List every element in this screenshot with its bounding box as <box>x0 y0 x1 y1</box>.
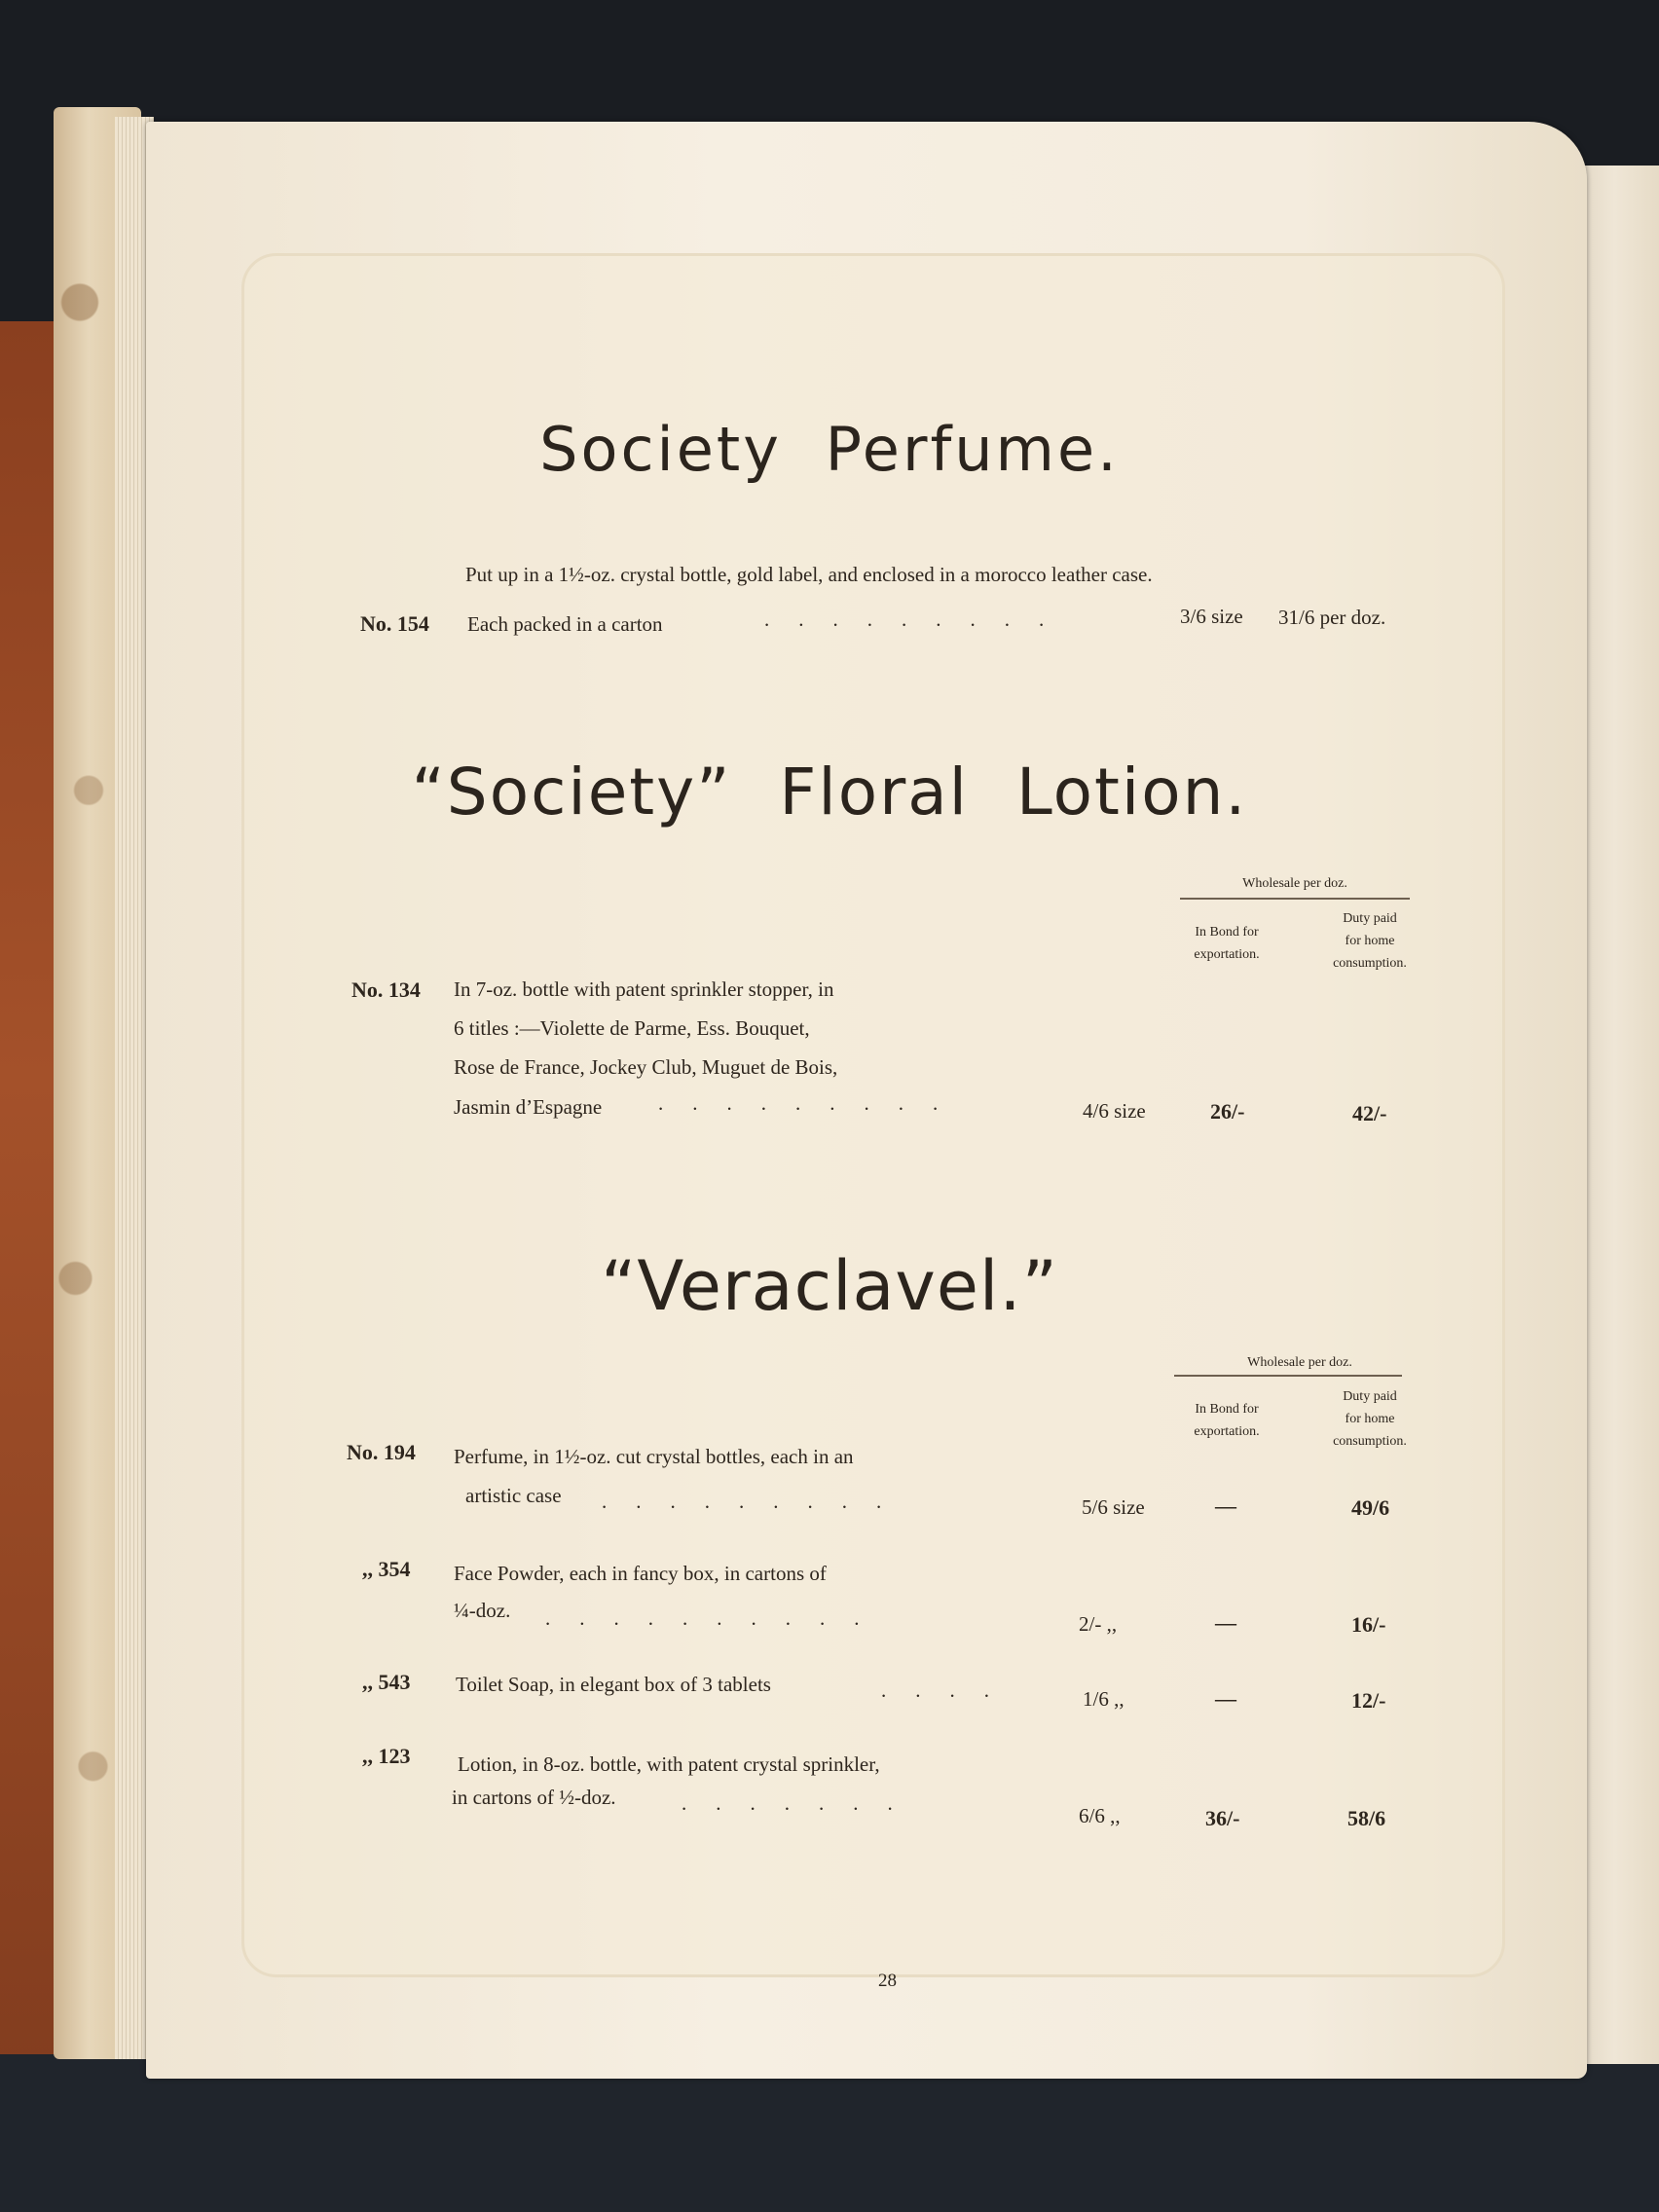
in-bond-header <box>1168 921 1285 966</box>
leader-dots: ....... <box>682 1791 922 1815</box>
item-123-number: ,, 123 <box>362 1744 411 1768</box>
item-123-duty-price: 58/6 <box>1347 1806 1386 1830</box>
item-123-size: 6/6 ,, <box>1079 1804 1121 1827</box>
item-134-number: No. 134 <box>351 977 421 1002</box>
duty-paid-header <box>1316 907 1423 975</box>
item-134-line1: In 7-oz. bottle with patent sprinkler stopper, in <box>454 977 834 1001</box>
item-154-size: 3/6 size <box>1180 605 1243 628</box>
veraclavel-title: “Veraclavel.” <box>601 1246 1058 1326</box>
item-543-number: ,, 543 <box>362 1670 411 1694</box>
in-bond-header <box>1168 1398 1285 1443</box>
item-543-bond-price: — <box>1215 1686 1236 1711</box>
item-194-line2: artistic case <box>465 1484 562 1507</box>
item-194-duty-price: 49/6 <box>1351 1495 1390 1520</box>
duty-line2: for home <box>1345 1412 1395 1426</box>
item-123-line2: in cartons of ½-doz. <box>452 1786 616 1809</box>
item-123-bond-price: 36/- <box>1205 1806 1240 1830</box>
duty-paid-header <box>1316 1385 1423 1453</box>
wholesale-header: Wholesale per doz. <box>1247 1355 1352 1370</box>
leader-dots: .... <box>881 1678 1018 1702</box>
leader-dots: .......... <box>545 1606 889 1630</box>
item-134-size: 4/6 size <box>1083 1099 1146 1123</box>
header-brace <box>1174 1375 1402 1377</box>
header-brace <box>1180 898 1410 900</box>
item-354-duty-price: 16/- <box>1351 1612 1386 1637</box>
in-bond-line1: In Bond for <box>1195 925 1259 940</box>
item-543-size: 1/6 ,, <box>1083 1687 1124 1711</box>
in-bond-line2: exportation. <box>1194 1424 1260 1439</box>
in-bond-line1: In Bond for <box>1195 1402 1259 1417</box>
leader-dots: ......... <box>764 608 1074 631</box>
item-134-line3: Rose de France, Jockey Club, Muguet de Bois, <box>454 1055 838 1079</box>
item-543-line1: Toilet Soap, in elegant box of 3 tablets <box>456 1673 771 1696</box>
item-354-size: 2/- ,, <box>1079 1612 1118 1636</box>
item-154-price: 31/6 per doz. <box>1278 606 1386 629</box>
item-354-number: ,, 354 <box>362 1557 411 1581</box>
item-154-number: No. 154 <box>360 611 429 636</box>
item-123-line1: Lotion, in 8-oz. bottle, with patent crystal sprinkler, <box>458 1752 880 1776</box>
item-543-duty-price: 12/- <box>1351 1688 1386 1713</box>
floral-lotion-title: “Society” Floral Lotion. <box>411 755 1248 830</box>
duty-line3: consumption. <box>1333 956 1407 971</box>
item-354-bond-price: — <box>1215 1610 1236 1635</box>
item-154-text: Each packed in a carton <box>467 612 663 636</box>
page-number: 28 <box>878 1971 897 1991</box>
wholesale-header: Wholesale per doz. <box>1242 876 1347 891</box>
item-354-line2: ¼-doz. <box>454 1599 511 1622</box>
duty-line1: Duty paid <box>1343 1389 1397 1404</box>
society-perfume-description: Put up in a 1½-oz. crystal bottle, gold label, and enclosed in a morocco leather case. <box>465 563 1153 586</box>
item-194-size: 5/6 size <box>1082 1495 1145 1519</box>
duty-line1: Duty paid <box>1343 911 1397 926</box>
item-194-bond-price: — <box>1215 1493 1236 1518</box>
item-134-bond-price: 26/- <box>1210 1099 1245 1124</box>
item-354-line1: Face Powder, each in fancy box, in cartons of <box>454 1562 827 1585</box>
leader-dots: ......... <box>658 1091 968 1115</box>
duty-line2: for home <box>1345 934 1395 948</box>
item-134-duty-price: 42/- <box>1352 1101 1387 1125</box>
item-134-line4: Jasmin d’Espagne <box>454 1095 603 1119</box>
in-bond-line2: exportation. <box>1194 947 1260 962</box>
society-perfume-title: Society Perfume. <box>539 414 1120 485</box>
duty-line3: consumption. <box>1333 1434 1407 1449</box>
leader-dots: ......... <box>602 1490 911 1513</box>
item-194-line1: Perfume, in 1½-oz. cut crystal bottles, each in an <box>454 1445 854 1468</box>
item-194-number: No. 194 <box>347 1440 416 1464</box>
item-134-line2: 6 titles :—Violette de Parme, Ess. Bouquet, <box>454 1016 810 1040</box>
